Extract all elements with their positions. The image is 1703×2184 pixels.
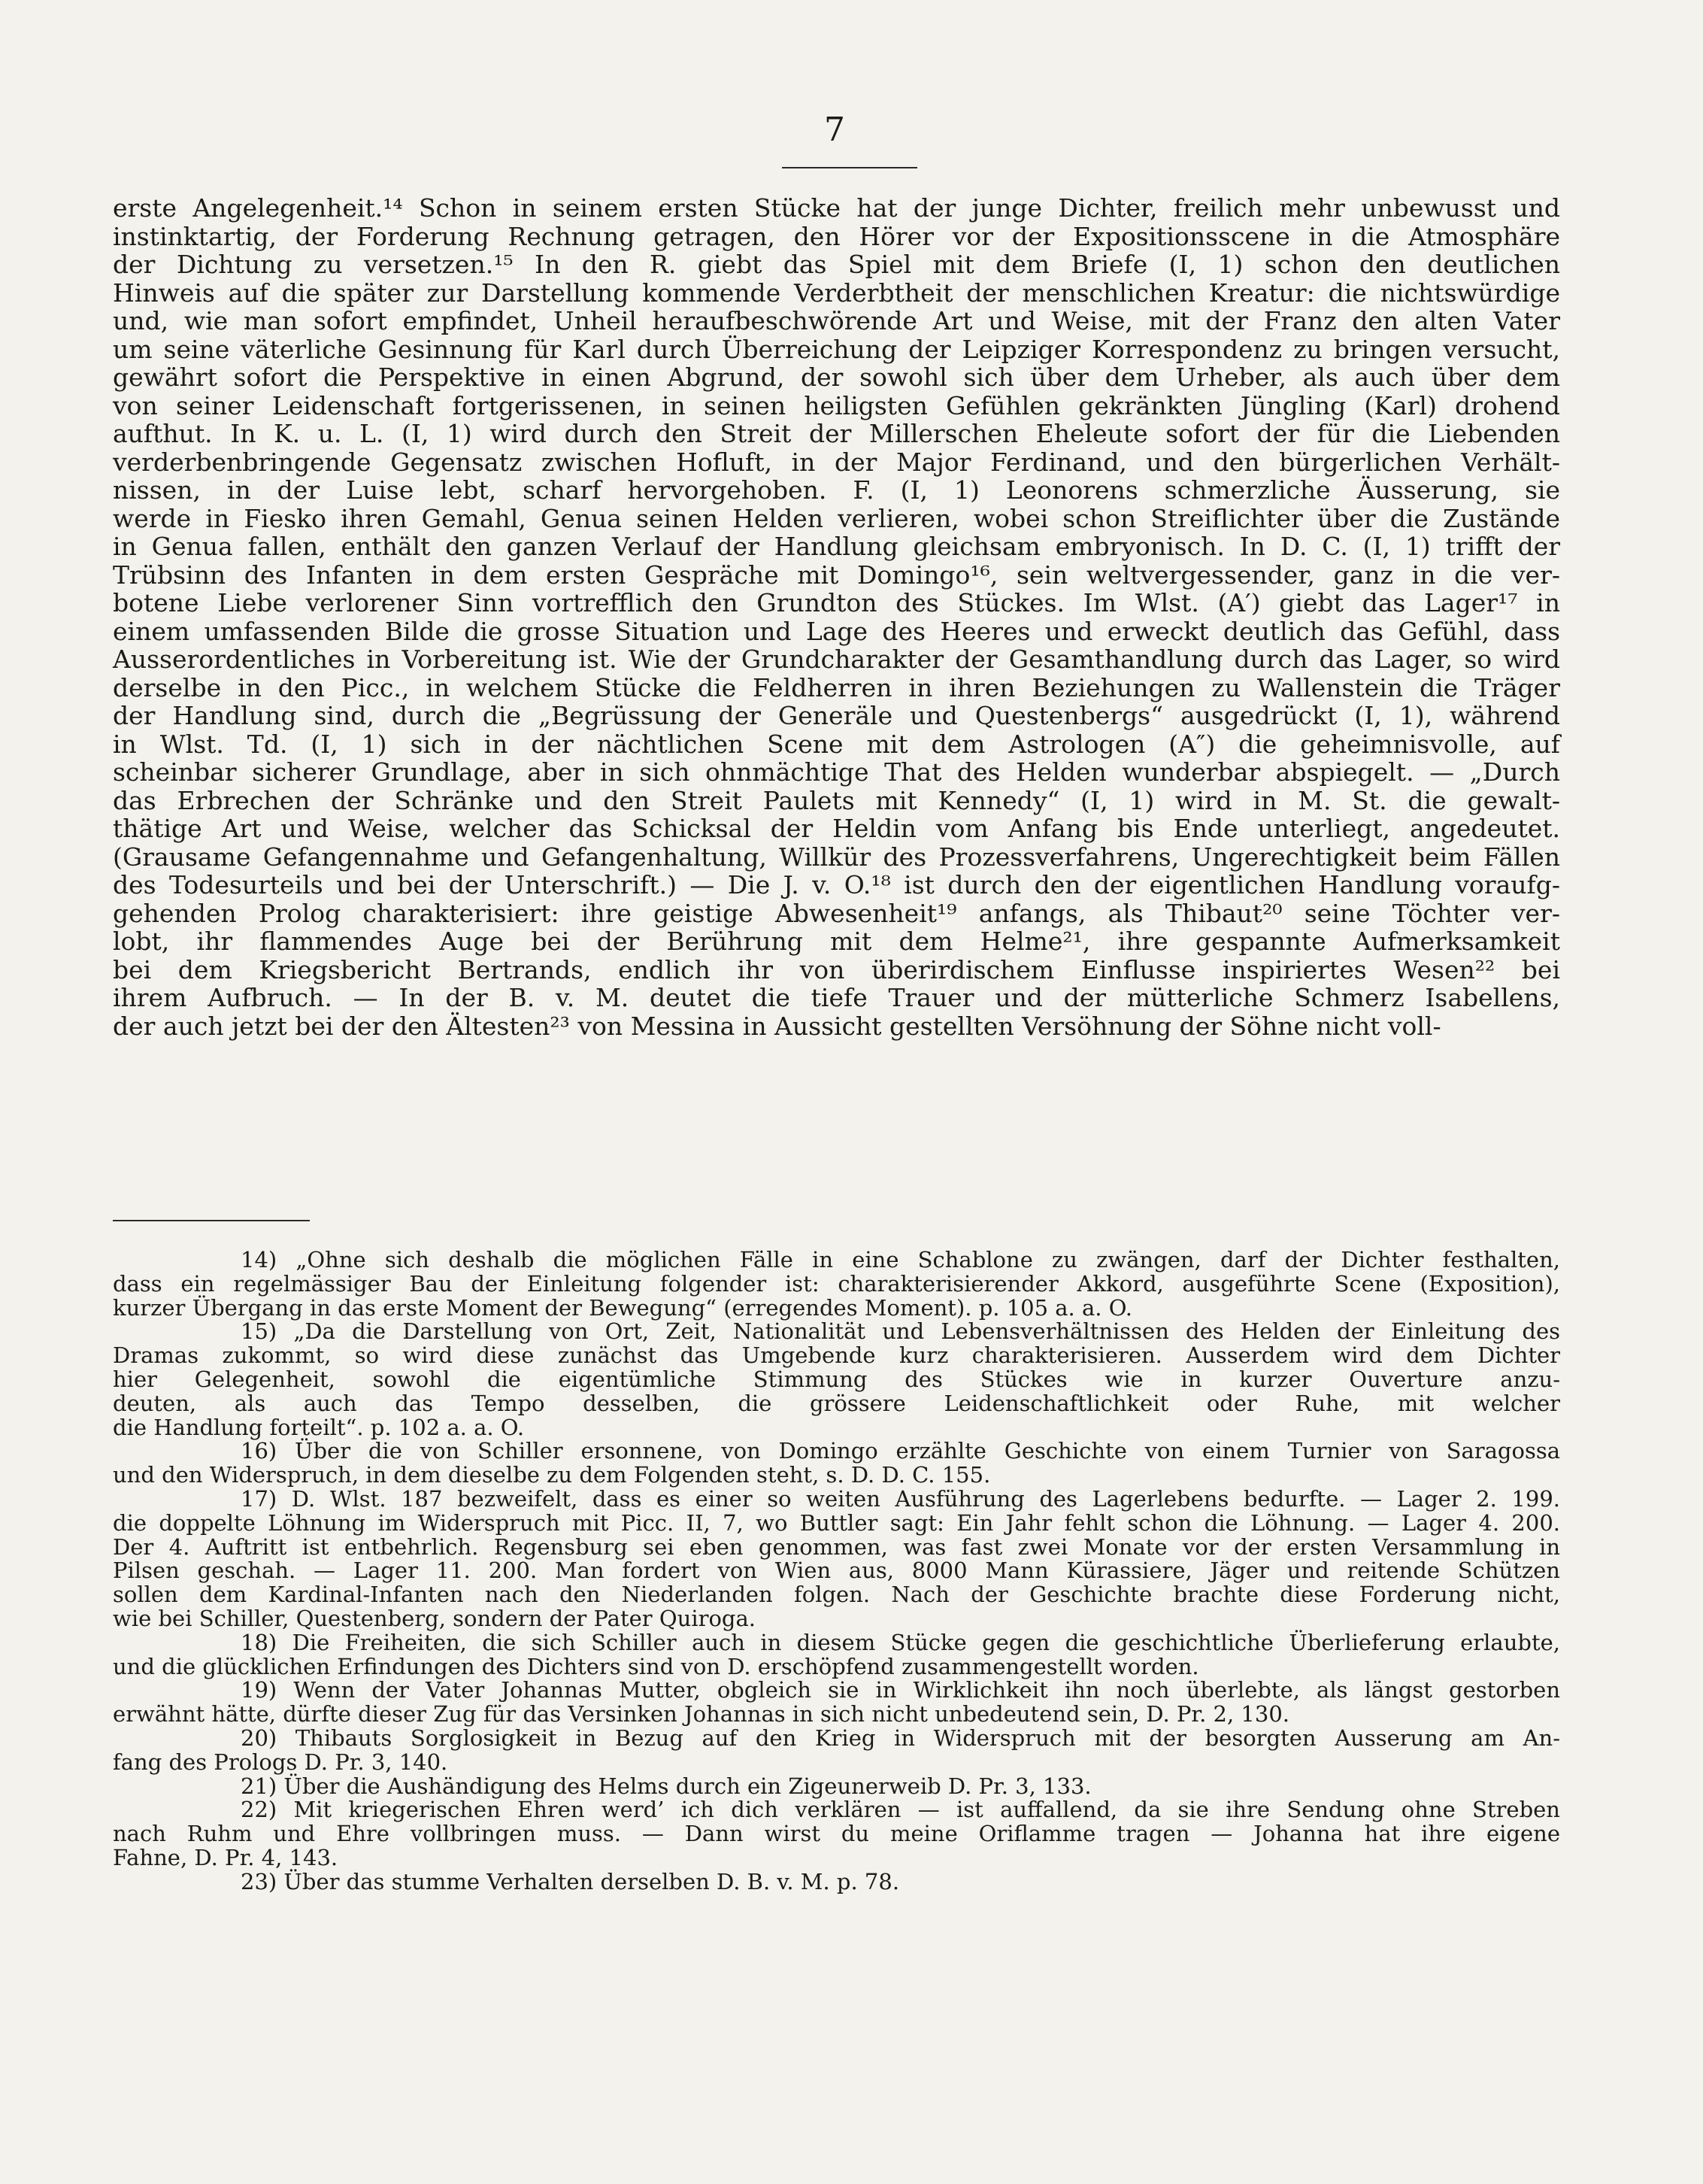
footnote-line: Pilsen geschah. — Lager 11. 200. Man fordert von Wien aus, 8000 Mann Kürassiere, Jäger und reitende Schützen: [113, 1558, 1560, 1584]
body-line: verderbenbringende Gegensatz zwischen Hofluft, in der Major Ferdinand, und den bürgerlichen Verhält-: [113, 447, 1560, 477]
footnote-line: nach Ruhm und Ehre vollbringen muss. — Dann wirst du meine Oriflamme tragen — Johanna hat ihre eigene: [113, 1821, 1560, 1847]
body-line: der auch jetzt bei der den Ältesten²³ von Messina in Aussicht gestellten Versöhnung der Söhne nicht voll-: [113, 1011, 1441, 1041]
body-line: in Wlst. Td. (I, 1) sich in der nächtlichen Scene mit dem Astrologen (A″) die geheimnisvolle, auf: [113, 729, 1560, 759]
body-line: botene Liebe verlorener Sinn vortrefflich den Grundton des Stückes. Im Wlst. (A′) giebt das Lager¹⁷ in: [113, 588, 1560, 617]
body-line: aufthut. In K. u. L. (I, 1) wird durch den Streit der Millerschen Eheleute sofort der für die Liebenden: [113, 419, 1560, 448]
footnote-line: fang des Prologs D. Pr. 3, 140.: [113, 1749, 448, 1775]
footnote-line: 23) Über das stumme Verhalten derselben D. B. v. M. p. 78.: [241, 1868, 900, 1894]
footnote-line: die Handlung forteilt“. p. 102 a. a. O.: [113, 1414, 525, 1440]
body-line: gehenden Prolog charakterisiert: ihre geistige Abwesenheit¹⁹ anfangs, als Thibaut²⁰ seine Töchter ver-: [113, 898, 1560, 928]
footnote-line: 14) „Ohne sich deshalb die möglichen Fälle in eine Schablone zu zwängen, darf der Dichter festhalten,: [241, 1247, 1560, 1272]
body-line: ihrem Aufbruch. — In der B. v. M. deutet die tiefe Trauer und der mütterliche Schmerz Isabellens,: [113, 983, 1560, 1012]
body-line: (Grausame Gefangennahme und Gefangenhaltung, Willkür des Prozessverfahrens, Ungerechtigkeit beim Fällen: [113, 842, 1560, 872]
footnotes: [113, 1248, 1560, 1894]
footnote-line: 21) Über die Aushändigung des Helms durch ein Zigeunerweib D. Pr. 3, 133.: [241, 1773, 1092, 1799]
footnote-line: 17) D. Wlst. 187 bezweifelt, dass es einer so weiten Ausführung des Lagerlebens bedurfte. — Lager 2. 199.: [241, 1485, 1560, 1512]
footnote-rule: [113, 1220, 310, 1221]
footnote-line: Fahne, D. Pr. 4, 143.: [113, 1844, 338, 1870]
body-line: instinktartig, der Forderung Rechnung getragen, den Hörer vor der Expositionsscene in die Atmosphäre: [113, 221, 1560, 251]
footnote-line: 22) Mit kriegerischen Ehren werd’ ich dich verklären — ist auffallend, da sie ihre Sendung ohne Streben: [241, 1797, 1560, 1823]
footnote-line: Dramas zukommt, so wird diese zunächst das Umgebende kurz charakterisieren. Ausserdem wird dem Dichter: [113, 1342, 1560, 1369]
footnote-line: und die glücklichen Erfindungen des Dichters sind von D. erschöpfend zusammengestellt worden.: [113, 1653, 1199, 1679]
footnote-line: 19) Wenn der Vater Johannas Mutter, obgleich sie in Wirklichkeit ihn noch überlebte, als längst gestorben: [241, 1677, 1560, 1703]
body-line: und, wie man sofort empfindet, Unheil heraufbeschwörende Art und Weise, mit der Franz den alten Vater: [113, 306, 1560, 335]
body-line: gewährt sofort die Perspektive in einen Abgrund, der sowohl sich über dem Urheber, als auch über dem: [113, 362, 1560, 392]
body-line: des Todesurteils und bei der Unterschrift.) — Die J. v. O.¹⁸ ist durch den der eigentlichen Handlung voraufg-: [113, 870, 1560, 899]
body-line: in Genua fallen, enthält den ganzen Verlauf der Handlung gleichsam embryonisch. In D. C. (I, 1) trifft der: [113, 532, 1560, 561]
footnote-line: sollen dem Kardinal-Infanten nach den Niederlanden folgen. Nach der Geschichte brachte diese Forderung nicht,: [113, 1582, 1560, 1608]
footnote-line: wie bei Schiller, Questenberg, sondern der Pater Quiroga.: [113, 1605, 756, 1631]
footnote-line: deuten, als auch das Tempo desselben, die grössere Leidenschaftlichkeit oder Ruhe, mit welcher: [113, 1390, 1560, 1416]
body-line: scheinbar sicherer Grundlage, aber in sich ohnmächtige That des Helden wunderbar abspiegelt. — „Durch: [113, 757, 1560, 787]
footnote-line: 15) „Da die Darstellung von Ort, Zeit, Nationalität und Lebensverhältnissen des Helden der Einleitung des: [241, 1318, 1560, 1345]
body-line: derselbe in den Picc., in welchem Stücke die Feldherren in ihren Beziehungen zu Wallenstein die Träger: [113, 672, 1560, 702]
body-line: das Erbrechen der Schränke und den Streit Paulets mit Kennedy“ (I, 1) wird in M. St. die gewalt-: [113, 785, 1560, 815]
body-line: der Handlung sind, durch die „Begrüssung der Generäle und Questenbergs“ ausgedrückt (I, 1), während: [113, 701, 1560, 730]
header-rule: [782, 167, 917, 168]
footnote-line: die doppelte Löhnung im Widerspruch mit Picc. II, 7, wo Buttler sagt: Ein Jahr fehlt schon die Löhnung. — Lager 4. 200.: [113, 1509, 1560, 1536]
footnote-line: 20) Thibauts Sorglosigkeit in Bezug auf den Krieg in Widerspruch mit der besorgten Ausserung am An-: [241, 1724, 1560, 1751]
body-line: nissen, in der Luise lebt, scharf hervorgehoben. F. (I, 1) Leonorens schmerzliche Äusserung, sie: [113, 475, 1560, 505]
body-line: Ausserordentliches in Vorbereitung ist. Wie der Grundcharakter der Gesamthandlung durch das Lager, so wird: [113, 645, 1560, 674]
body-line: um seine väterliche Gesinnung für Karl durch Überreichung der Leipziger Korrespondenz zu bringen versucht,: [113, 334, 1560, 364]
body-line: bei dem Kriegsbericht Bertrands, endlich ihr von überirdischem Einflusse inspiriertes Wesen²² bei: [113, 954, 1560, 984]
footnote-line: und den Widerspruch, in dem dieselbe zu dem Folgenden steht, s. D. D. C. 155.: [113, 1462, 991, 1488]
footnote-line: 16) Über die von Schiller ersonnene, von Domingo erzählte Geschichte von einem Turnier von Saragossa: [241, 1438, 1560, 1464]
footnote-line: dass ein regelmässiger Bau der Einleitung folgender ist: charakterisierender Akkord, ausgeführte Scene (Exposition),: [113, 1270, 1560, 1297]
footnote-line: hier Gelegenheit, sowohl die eigentümliche Stimmung des Stückes wie in kurzer Ouverture anzu-: [113, 1366, 1560, 1392]
body-line: Hinweis auf die später zur Darstellung kommende Verderbtheit der menschlichen Kreatur: die nichtswürdige: [113, 278, 1560, 308]
body-line: einem umfassenden Bilde die grosse Situation und Lage des Heeres und erweckt deutlich das Gefühl, dass: [113, 616, 1560, 646]
body-line: lobt, ihr flammendes Auge bei der Berührung mit dem Helme²¹, ihre gespannte Aufmerksamkeit: [113, 927, 1560, 956]
body-line: Trübsinn des Infanten in dem ersten Gespräche mit Domingo¹⁶, sein weltvergessender, ganz in die ver-: [113, 560, 1560, 590]
footnote-line: 18) Die Freiheiten, die sich Schiller auch in diesem Stücke gegen die geschichtliche Überlieferung erlaubte,: [241, 1629, 1560, 1655]
main-text: [113, 194, 1560, 1040]
body-line: erste Angelegenheit.¹⁴ Schon in seinem ersten Stücke hat der junge Dichter, freilich mehr unbewusst und: [113, 193, 1560, 223]
body-line: werde in Fiesko ihren Gemahl, Genua seinen Helden verlieren, wobei schon Streiflichter über die Zustände: [113, 503, 1560, 533]
body-line: thätige Art und Weise, welcher das Schicksal der Heldin vom Anfang bis Ende unterliegt, angedeutet.: [113, 814, 1560, 843]
page-number: 7: [824, 111, 845, 149]
body-line: von seiner Leidenschaft fortgerissenen, in seinen heiligsten Gefühlen gekränkten Jüngling (Karl) drohend: [113, 390, 1560, 420]
footnote-line: kurzer Übergang in das erste Moment der Bewegung“ (erregendes Moment). p. 105 a. a. O.: [113, 1294, 1133, 1321]
body-line: der Dichtung zu versetzen.¹⁵ In den R. giebt das Spiel mit dem Briefe (I, 1) schon den deutlichen: [113, 250, 1560, 279]
footnote-line: erwähnt hätte, dürfte dieser Zug für das Versinken Johannas in sich nicht unbedeutend sein, D. Pr. 2, 130.: [113, 1701, 1289, 1727]
footnote-line: Der 4. Auftritt ist entbehrlich. Regensburg sei eben genommen, was fast zwei Monate vor der ersten Versammlung in: [113, 1533, 1560, 1560]
